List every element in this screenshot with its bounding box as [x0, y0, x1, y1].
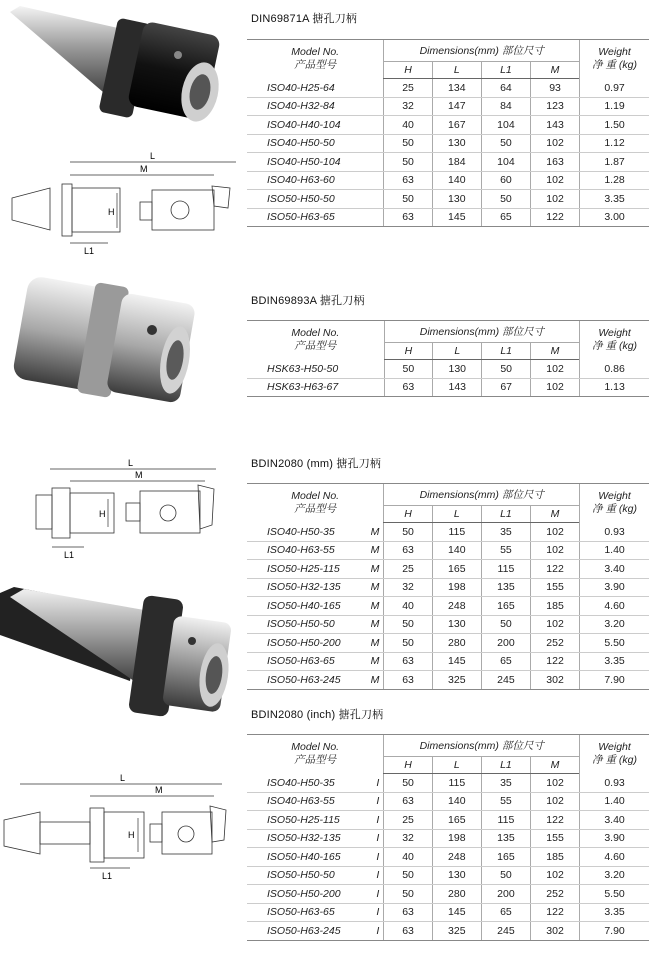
- section-title-bdin2080-mm: BDIN2080 (mm) 搪孔刀柄: [251, 458, 382, 470]
- cell-l1: 104: [481, 153, 530, 172]
- cell-l: 147: [432, 97, 481, 116]
- unit-tag: M: [370, 673, 380, 686]
- section-title-bdin2080-inch: BDIN2080 (inch) 搪孔刀柄: [251, 709, 384, 721]
- table-row: [247, 541, 649, 560]
- table-row: [247, 523, 649, 542]
- cell-l1: 200: [481, 634, 530, 653]
- cell-weight: 1.12: [580, 134, 649, 153]
- drawing-bdin2080-inch: [0, 770, 245, 885]
- cell-h: 50: [384, 134, 432, 153]
- unit-tag: M: [370, 636, 380, 649]
- table-row: [247, 792, 649, 811]
- cell-l1: 55: [481, 541, 530, 560]
- cell-m: 185: [530, 848, 579, 867]
- cell-l: 130: [432, 134, 481, 153]
- cell-weight: 3.20: [580, 615, 649, 634]
- cell-m: 302: [530, 922, 579, 941]
- cell-m: 252: [530, 634, 579, 653]
- table-row: [247, 885, 649, 904]
- cell-model: ISO40-H25-64: [247, 79, 384, 98]
- table-row: [247, 153, 649, 172]
- unit-tag: I: [376, 906, 380, 919]
- header-l1: L1: [481, 62, 530, 79]
- unit-tag: I: [376, 795, 380, 808]
- unit-tag: M: [370, 562, 380, 575]
- cell-l: 145: [432, 903, 481, 922]
- cell-l1: 165: [481, 597, 530, 616]
- cell-m: 102: [530, 615, 579, 634]
- table-row: [247, 615, 649, 634]
- cell-model: ISO50-H50-200 M: [247, 634, 384, 653]
- table-row: [247, 578, 649, 597]
- table-row: [247, 79, 649, 98]
- header-weight: Weight 净 重 (kg): [580, 321, 649, 360]
- cell-m: 102: [530, 134, 579, 153]
- table-row: [247, 597, 649, 616]
- cell-model: ISO50-H63-65 I: [247, 903, 384, 922]
- cell-model: ISO50-H63-245 I: [247, 922, 384, 941]
- header-dimensions: Dimensions(mm) 部位尺寸: [384, 735, 580, 757]
- cell-weight: 5.50: [580, 634, 649, 653]
- cell-m: 122: [530, 208, 579, 227]
- dim-label-l1-3: L1: [102, 871, 113, 881]
- header-h: H: [384, 62, 432, 79]
- dim-label-h-2: H: [99, 509, 106, 519]
- spec-table-bdin2080-mm: [247, 483, 649, 690]
- cell-m: 102: [530, 378, 579, 397]
- header-weight: Weight 净 重 (kg): [580, 484, 649, 523]
- spec-table-bdin69893a: [247, 320, 649, 397]
- cell-h: 25: [384, 560, 432, 579]
- cell-m: 102: [530, 523, 579, 542]
- cell-weight: 4.60: [580, 848, 649, 867]
- cell-weight: 3.35: [580, 903, 649, 922]
- header-h: H: [384, 506, 432, 523]
- header-l1: L1: [482, 343, 531, 360]
- table-row: [247, 848, 649, 867]
- unit-tag: I: [376, 887, 380, 900]
- cell-weight: 0.93: [580, 774, 649, 793]
- header-l: L: [433, 343, 482, 360]
- cell-h: 50: [384, 634, 432, 653]
- cell-l: 167: [432, 116, 481, 135]
- cell-m: 185: [530, 597, 579, 616]
- cell-model: ISO40-H50-35 I: [247, 774, 384, 793]
- cell-model: HSK63-H50-50: [247, 360, 384, 379]
- cell-l: 115: [432, 523, 481, 542]
- dim-label-l1: L1: [84, 246, 95, 256]
- cell-weight: 3.40: [580, 560, 649, 579]
- unit-tag: M: [370, 599, 380, 612]
- dim-label-l-2: L: [128, 458, 134, 468]
- header-m: M: [530, 506, 579, 523]
- cell-m: 122: [530, 903, 579, 922]
- cell-l: 165: [432, 811, 481, 830]
- cell-h: 50: [384, 523, 432, 542]
- cell-weight: 1.19: [580, 97, 649, 116]
- cell-weight: 4.60: [580, 597, 649, 616]
- table-row: [247, 171, 649, 190]
- dim-label-l: L: [150, 151, 156, 161]
- header-model: Model No. 产品型号: [247, 735, 384, 774]
- cell-h: 63: [384, 671, 432, 690]
- cell-m: 102: [530, 541, 579, 560]
- unit-tag: M: [370, 525, 380, 538]
- cell-model: ISO40-H32-84: [247, 97, 384, 116]
- cell-l1: 245: [481, 922, 530, 941]
- cell-h: 50: [384, 615, 432, 634]
- cell-h: 63: [384, 171, 432, 190]
- dim-label-l-3: L: [120, 773, 126, 783]
- cell-l: 140: [432, 541, 481, 560]
- header-m: M: [530, 757, 579, 774]
- header-h: H: [384, 343, 433, 360]
- unit-tag: I: [376, 869, 380, 882]
- cell-model: ISO50-H40-165 M: [247, 597, 384, 616]
- cell-m: 102: [530, 792, 579, 811]
- cell-model: ISO40-H63-60: [247, 171, 384, 190]
- cell-l1: 60: [481, 171, 530, 190]
- cell-l: 198: [432, 578, 481, 597]
- cell-h: 63: [384, 208, 432, 227]
- cell-l: 140: [432, 792, 481, 811]
- cell-m: 252: [530, 885, 579, 904]
- cell-l: 325: [432, 922, 481, 941]
- dim-label-l1-2: L1: [64, 550, 75, 560]
- cell-weight: 0.86: [580, 360, 649, 379]
- dim-label-m: M: [140, 164, 148, 174]
- cell-model: ISO50-H63-65: [247, 208, 384, 227]
- cell-weight: 1.13: [580, 378, 649, 397]
- unit-tag: I: [376, 813, 380, 826]
- table-row: [247, 97, 649, 116]
- cell-model: HSK63-H63-67: [247, 378, 384, 397]
- cell-l1: 65: [481, 208, 530, 227]
- cell-weight: 3.40: [580, 811, 649, 830]
- cell-h: 50: [384, 866, 432, 885]
- unit-tag: I: [376, 832, 380, 845]
- header-h: H: [384, 757, 432, 774]
- cell-model: ISO50-H40-165 I: [247, 848, 384, 867]
- cell-model: ISO50-H50-50 I: [247, 866, 384, 885]
- cell-m: 143: [530, 116, 579, 135]
- cell-l1: 245: [481, 671, 530, 690]
- header-l: L: [432, 506, 481, 523]
- cell-m: 155: [530, 829, 579, 848]
- cell-model: ISO40-H50-35 M: [247, 523, 384, 542]
- cell-l: 130: [432, 866, 481, 885]
- cell-l1: 84: [481, 97, 530, 116]
- header-m: M: [530, 343, 579, 360]
- cell-m: 102: [530, 774, 579, 793]
- header-l1: L1: [481, 757, 530, 774]
- cell-l: 280: [432, 885, 481, 904]
- cell-l: 130: [433, 360, 482, 379]
- cell-h: 63: [384, 541, 432, 560]
- cell-weight: 3.90: [580, 578, 649, 597]
- cell-model: ISO50-H50-200 I: [247, 885, 384, 904]
- cell-h: 32: [384, 97, 432, 116]
- cell-l1: 135: [481, 578, 530, 597]
- table-row: [247, 190, 649, 209]
- cell-l1: 50: [481, 134, 530, 153]
- header-m: M: [530, 62, 579, 79]
- drawing-din69871a: [0, 148, 245, 258]
- cell-model: ISO40-H40-104: [247, 116, 384, 135]
- table-row: [247, 829, 649, 848]
- cell-weight: 3.20: [580, 866, 649, 885]
- header-model: Model No. 产品型号: [247, 40, 384, 79]
- cell-weight: 0.97: [580, 79, 649, 98]
- unit-tag: I: [376, 776, 380, 789]
- cell-model: ISO50-H32-135 I: [247, 829, 384, 848]
- cell-m: 102: [530, 866, 579, 885]
- cell-m: 163: [530, 153, 579, 172]
- unit-tag: I: [376, 850, 380, 863]
- table-row: [247, 360, 649, 379]
- cell-h: 32: [384, 578, 432, 597]
- unit-tag: M: [370, 581, 380, 594]
- header-model: Model No. 产品型号: [247, 321, 384, 360]
- cell-weight: 7.90: [580, 671, 649, 690]
- cell-m: 102: [530, 190, 579, 209]
- cell-model: ISO40-H63-55 I: [247, 792, 384, 811]
- cell-weight: 3.35: [580, 190, 649, 209]
- cell-h: 40: [384, 848, 432, 867]
- photo-bdin2080-holder: [0, 575, 240, 725]
- cell-h: 63: [384, 792, 432, 811]
- cell-l: 280: [432, 634, 481, 653]
- photo-bdin69893a-holder: [0, 270, 240, 410]
- header-dimensions: Dimensions(mm) 部位尺寸: [384, 484, 580, 506]
- cell-weight: 1.50: [580, 116, 649, 135]
- cell-l: 140: [432, 171, 481, 190]
- cell-weight: 1.28: [580, 171, 649, 190]
- cell-l1: 200: [481, 885, 530, 904]
- cell-h: 32: [384, 829, 432, 848]
- dim-label-h-3: H: [128, 830, 135, 840]
- cell-model: ISO50-H50-50 M: [247, 615, 384, 634]
- table-row: [247, 671, 649, 690]
- table-row: [247, 774, 649, 793]
- cell-l: 184: [432, 153, 481, 172]
- table-row: [247, 116, 649, 135]
- section-title-din69871a: DIN69871A 搪孔刀柄: [251, 13, 358, 25]
- cell-l: 130: [432, 615, 481, 634]
- cell-h: 40: [384, 597, 432, 616]
- cell-l1: 65: [481, 903, 530, 922]
- table-row: [247, 208, 649, 227]
- dim-label-m-2: M: [135, 470, 143, 480]
- cell-l1: 115: [481, 811, 530, 830]
- cell-m: 123: [530, 97, 579, 116]
- cell-h: 50: [384, 885, 432, 904]
- cell-l: 115: [432, 774, 481, 793]
- header-model: Model No. 产品型号: [247, 484, 384, 523]
- cell-l1: 50: [482, 360, 531, 379]
- header-weight: Weight 净 重 (kg): [580, 40, 649, 79]
- cell-l1: 50: [481, 866, 530, 885]
- cell-h: 25: [384, 811, 432, 830]
- cell-l1: 55: [481, 792, 530, 811]
- section-title-bdin69893a: BDIN69893A 搪孔刀柄: [251, 295, 365, 307]
- cell-h: 63: [384, 922, 432, 941]
- cell-m: 302: [530, 671, 579, 690]
- table-row: [247, 866, 649, 885]
- header-l: L: [432, 62, 481, 79]
- cell-l: 248: [432, 597, 481, 616]
- cell-weight: 3.90: [580, 829, 649, 848]
- cell-m: 93: [530, 79, 579, 98]
- cell-l1: 104: [481, 116, 530, 135]
- cell-l1: 50: [481, 615, 530, 634]
- cell-weight: 3.00: [580, 208, 649, 227]
- cell-model: ISO50-H63-65 M: [247, 652, 384, 671]
- unit-tag: M: [370, 655, 380, 668]
- spec-table-bdin2080-inch: [247, 734, 649, 941]
- cell-m: 122: [530, 560, 579, 579]
- cell-m: 122: [530, 811, 579, 830]
- cell-model: ISO40-H50-104: [247, 153, 384, 172]
- cell-l: 143: [433, 378, 482, 397]
- header-l: L: [432, 757, 481, 774]
- dim-label-m-3: M: [155, 785, 163, 795]
- cell-m: 122: [530, 652, 579, 671]
- cell-m: 155: [530, 578, 579, 597]
- cell-model: ISO40-H50-50: [247, 134, 384, 153]
- table-row: [247, 811, 649, 830]
- cell-weight: 7.90: [580, 922, 649, 941]
- dim-label-h: H: [108, 207, 115, 217]
- photo-din69871a-holder: [0, 0, 240, 135]
- cell-l1: 64: [481, 79, 530, 98]
- cell-h: 50: [384, 153, 432, 172]
- spec-table-din69871a: [247, 39, 649, 227]
- cell-h: 63: [384, 378, 433, 397]
- cell-l1: 135: [481, 829, 530, 848]
- cell-h: 50: [384, 190, 432, 209]
- header-weight: Weight 净 重 (kg): [580, 735, 649, 774]
- cell-l: 130: [432, 190, 481, 209]
- cell-l: 248: [432, 848, 481, 867]
- cell-model: ISO50-H25-115 I: [247, 811, 384, 830]
- cell-l1: 165: [481, 848, 530, 867]
- cell-weight: 3.35: [580, 652, 649, 671]
- table-row: [247, 134, 649, 153]
- cell-model: ISO50-H50-50: [247, 190, 384, 209]
- cell-weight: 1.87: [580, 153, 649, 172]
- cell-h: 50: [384, 774, 432, 793]
- table-row: [247, 922, 649, 941]
- cell-weight: 0.93: [580, 523, 649, 542]
- drawing-bdin2080-mm: [0, 455, 245, 560]
- cell-l: 134: [432, 79, 481, 98]
- table-row: [247, 903, 649, 922]
- cell-weight: 1.40: [580, 792, 649, 811]
- cell-m: 102: [530, 171, 579, 190]
- table-row: [247, 378, 649, 397]
- cell-h: 63: [384, 652, 432, 671]
- cell-l1: 50: [481, 190, 530, 209]
- cell-model: ISO50-H63-245 M: [247, 671, 384, 690]
- cell-weight: 5.50: [580, 885, 649, 904]
- cell-l: 325: [432, 671, 481, 690]
- cell-h: 50: [384, 360, 433, 379]
- cell-l: 145: [432, 652, 481, 671]
- cell-l1: 115: [481, 560, 530, 579]
- cell-l: 198: [432, 829, 481, 848]
- cell-h: 25: [384, 79, 432, 98]
- cell-m: 102: [530, 360, 579, 379]
- cell-l: 165: [432, 560, 481, 579]
- cell-h: 63: [384, 903, 432, 922]
- unit-tag: I: [376, 924, 380, 937]
- cell-l: 145: [432, 208, 481, 227]
- cell-l1: 35: [481, 523, 530, 542]
- cell-weight: 1.40: [580, 541, 649, 560]
- cell-l1: 67: [482, 378, 531, 397]
- cell-l1: 35: [481, 774, 530, 793]
- unit-tag: M: [370, 544, 380, 557]
- unit-tag: M: [370, 618, 380, 631]
- cell-h: 40: [384, 116, 432, 135]
- cell-model: ISO50-H25-115 M: [247, 560, 384, 579]
- header-l1: L1: [481, 506, 530, 523]
- cell-l1: 65: [481, 652, 530, 671]
- header-dimensions: Dimensions(mm) 部位尺寸: [384, 40, 580, 62]
- table-row: [247, 560, 649, 579]
- cell-model: ISO40-H63-55 M: [247, 541, 384, 560]
- cell-model: ISO50-H32-135 M: [247, 578, 384, 597]
- table-row: [247, 634, 649, 653]
- table-row: [247, 652, 649, 671]
- header-dimensions: Dimensions(mm) 部位尺寸: [384, 321, 580, 343]
